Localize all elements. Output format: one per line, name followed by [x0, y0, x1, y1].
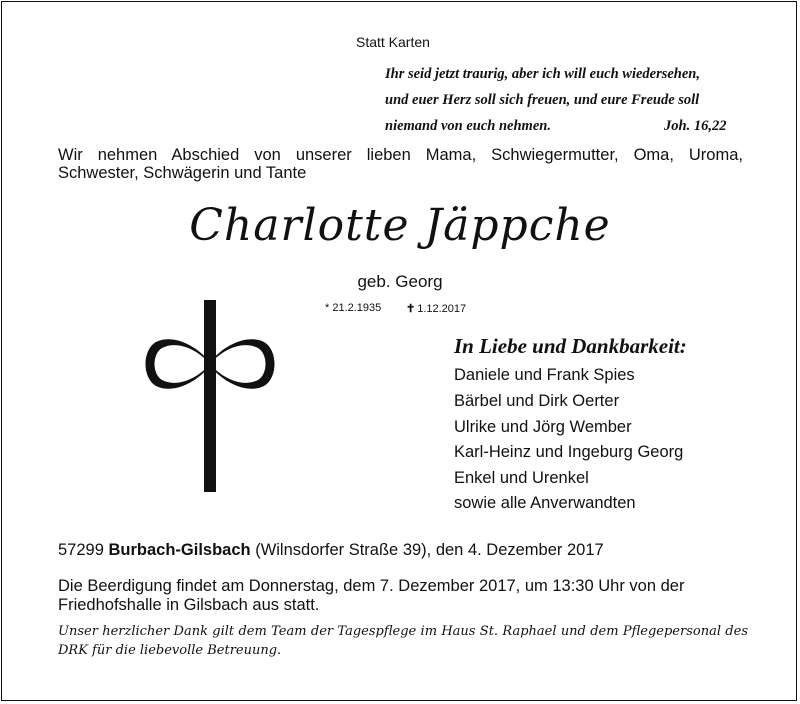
- funeral-line-2: Friedhofshalle in Gilsbach aus statt.: [58, 596, 320, 614]
- mourners-heading: In Liebe und Dankbarkeit:: [454, 334, 687, 358]
- mourner-3: Ulrike und Jörg Wember: [454, 418, 632, 436]
- address-rest: (Wilnsdorfer Straße 39), den 4. Dezember 2017: [255, 541, 604, 559]
- intro-line-1: Wir nehmen Abschied von unserer lieben Mama, Schwiegermutter, Oma, Uroma,: [58, 146, 743, 164]
- cross-infinity-icon: [140, 300, 290, 492]
- mourner-1: Daniele und Frank Spies: [454, 366, 635, 384]
- verse-line-3: niemand von euch nehmen.: [385, 118, 551, 134]
- verse-line-1: Ihr seid jetzt traurig, aber ich will euch wiedersehen,: [385, 66, 700, 82]
- death-date-group: [406, 302, 466, 315]
- birth-date: * 21.2.1935: [325, 302, 382, 314]
- verse-line-2: und euer Herz soll sich freuen, und eure Freude soll: [385, 92, 700, 108]
- address-line: [58, 541, 604, 560]
- address-zip: 57299: [58, 541, 104, 559]
- death-cross-icon: ✝: [406, 303, 416, 315]
- deceased-name: Charlotte Jäppche: [189, 200, 611, 251]
- mourner-6: sowie alle Anverwandten: [454, 494, 636, 512]
- statt-karten-label: Statt Karten: [356, 34, 430, 50]
- thanks-line-2: DRK für die liebevolle Betreuung.: [58, 643, 282, 658]
- verse-reference: Joh. 16,22: [664, 118, 727, 134]
- born-name: geb. Georg: [357, 272, 443, 291]
- mourner-2: Bärbel und Dirk Oerter: [454, 392, 620, 410]
- death-date: 1.12.2017: [417, 303, 467, 315]
- mourner-4: Karl-Heinz und Ingeburg Georg: [454, 443, 684, 461]
- address-town: Burbach-Gilsbach: [108, 541, 251, 559]
- intro-line-2: Schwester, Schwägerin und Tante: [58, 164, 307, 182]
- funeral-line-1: Die Beerdigung findet am Donnerstag, dem 7. Dezember 2017, um 13:30 Uhr von der: [58, 577, 685, 595]
- thanks-line-1: Unser herzlicher Dank gilt dem Team der Tagespflege im Haus St. Raphael und dem Pflegepersonal des: [58, 624, 748, 639]
- mourner-5: Enkel und Urenkel: [454, 469, 589, 487]
